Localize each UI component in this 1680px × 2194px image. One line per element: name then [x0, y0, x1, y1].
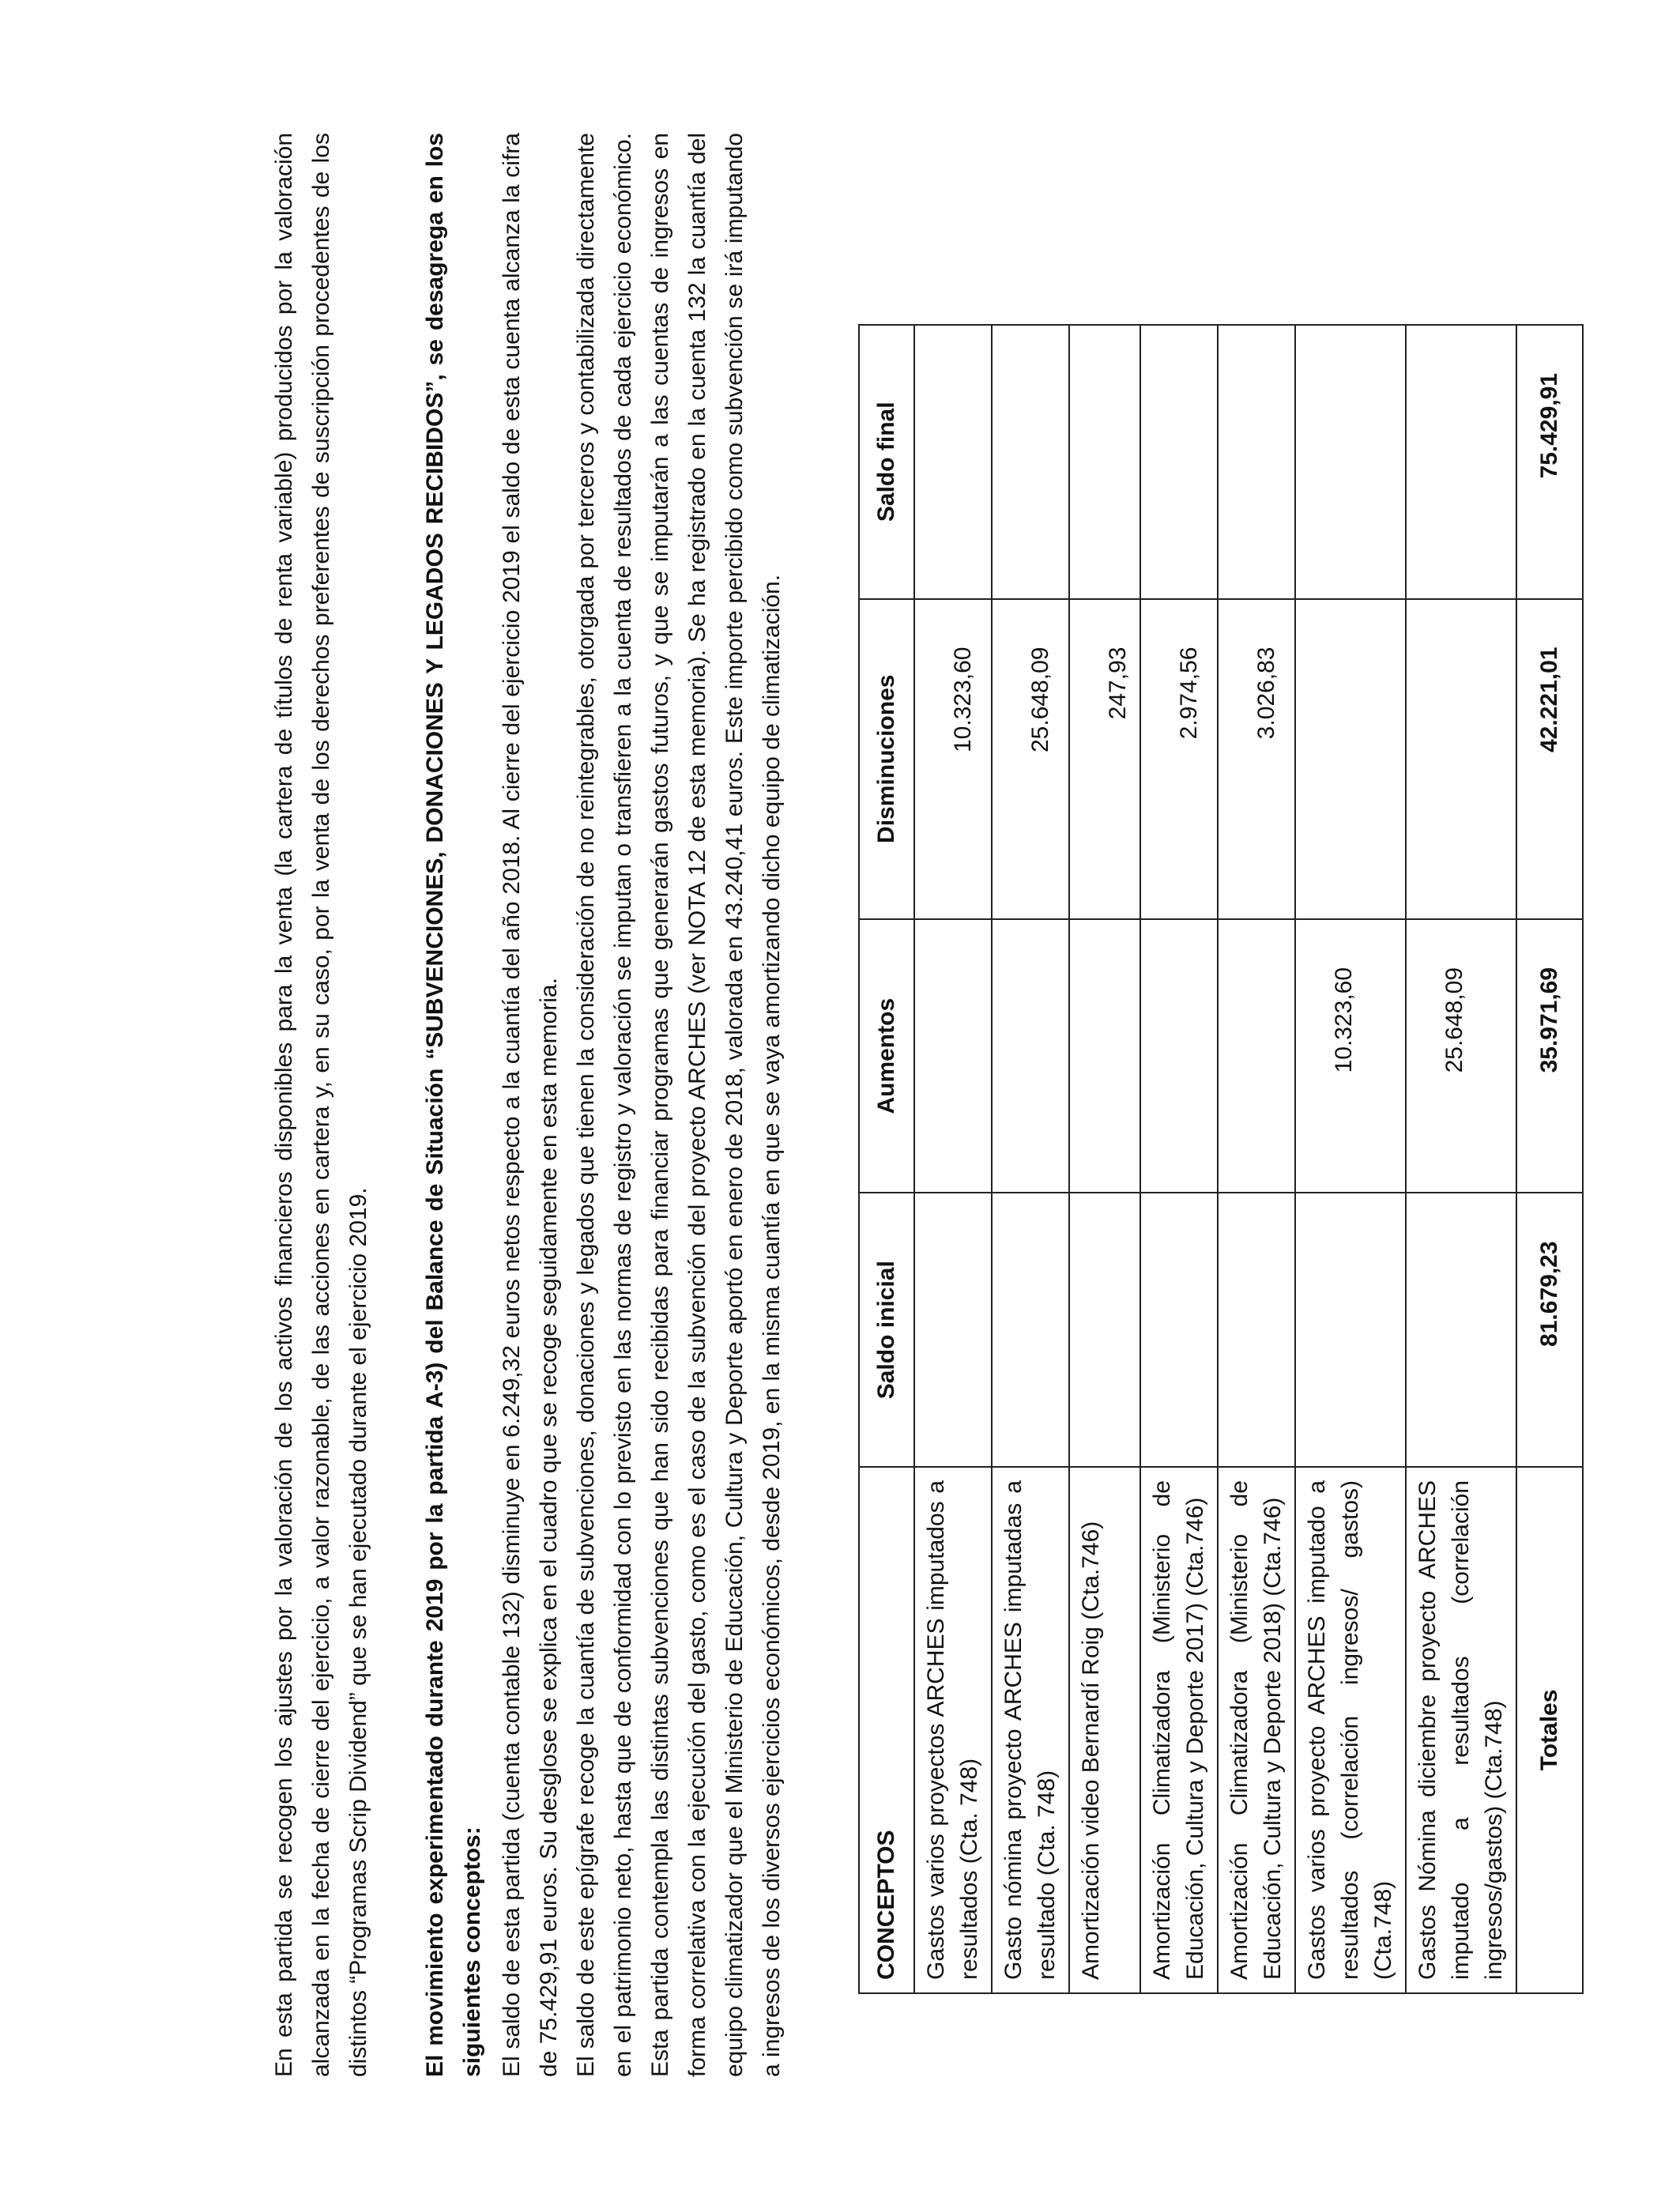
totals-row: [1516, 325, 1583, 1993]
cell-saldo-inicial: [1406, 1193, 1516, 1467]
rotated-document-page: [105, 38, 1575, 2156]
movement-table: [858, 324, 1584, 1994]
table-row: [1406, 325, 1516, 1993]
cell-disminuciones: 2.974,56: [1140, 599, 1218, 919]
cell-concepto: Gastos varios proyecto ARCHES imputado a resultados (correlación ingresos/ gastos) (Cta.748): [1295, 1467, 1406, 1993]
total-saldo-inicial: 81.679,23: [1516, 1193, 1583, 1467]
total-aumentos: 35.971,69: [1516, 919, 1583, 1193]
header-disminuciones: Disminuciones: [859, 599, 914, 919]
cell-saldo-inicial: [1069, 1193, 1140, 1467]
cell-concepto: Amortización Climatizadora (Ministerio de Educación, Cultura y Deporte 2018) (Cta.746): [1218, 1467, 1295, 1993]
table-row: [1295, 325, 1406, 1993]
cell-concepto: Amortización Climatizadora (Ministerio de Educación, Cultura y Deporte 2017) (Cta.746): [1140, 1467, 1218, 1993]
header-saldo-inicial: Saldo inicial: [859, 1193, 914, 1467]
cell-concepto: Amortización video Bernardí Roig (Cta.746): [1069, 1467, 1140, 1993]
header-saldo-final: Saldo final: [859, 325, 914, 599]
total-disminuciones: 42.221,01: [1516, 599, 1583, 919]
cell-aumentos: 10.323,60: [1295, 919, 1406, 1193]
cell-concepto: Gastos Nómina diciembre proyecto ARCHES imputado a resultados (correlación ingresos/gastos) (Cta.748): [1406, 1467, 1516, 1993]
cell-saldo-inicial: [914, 1193, 992, 1467]
cell-saldo-inicial: [1295, 1193, 1406, 1467]
cell-saldo-final: [1295, 325, 1406, 599]
cell-concepto: Gasto nómina proyecto ARCHES imputadas a resultado (Cta. 748): [992, 1467, 1069, 1993]
table-row: [1218, 325, 1295, 1993]
cell-disminuciones: 3.026,83: [1218, 599, 1295, 919]
cell-aumentos: 25.648,09: [1406, 919, 1516, 1193]
cell-disminuciones: [1295, 599, 1406, 919]
cell-saldo-inicial: [1140, 1193, 1218, 1467]
header-conceptos: CONCEPTOS: [859, 1467, 914, 1993]
cell-saldo-inicial: [1218, 1193, 1295, 1467]
cell-disminuciones: 10.323,60: [914, 599, 992, 919]
cell-saldo-final: [1140, 325, 1218, 599]
table-header-row: [859, 325, 914, 1993]
table-row: [1140, 325, 1218, 1993]
cell-saldo-inicial: [992, 1193, 1069, 1467]
cell-saldo-final: [1069, 325, 1140, 599]
cell-saldo-final: [1406, 325, 1516, 599]
cell-concepto: Gastos varios proyectos ARCHES imputados a resultados (Cta. 748): [914, 1467, 992, 1993]
total-saldo-final: 75.429,91: [1516, 325, 1583, 599]
cell-aumentos: [1218, 919, 1295, 1193]
cell-aumentos: [1069, 919, 1140, 1193]
table-row: [914, 325, 992, 1993]
table-row: [992, 325, 1069, 1993]
cell-saldo-final: [1218, 325, 1295, 599]
section-heading: El movimiento experimentado durante 2019 por la partida A-3) del Balance de Situación “SUBVENCIONES, DONACIONES Y LEGADOS RECIBIDOS”, se desagrega en los siguientes conceptos:: [422, 133, 485, 2077]
paragraph-saldo: El saldo de esta partida (cuenta contable 132) disminuye en 6.249,32 euros netos respecto a la cuantía del año 2018. Al cierre del ejercicio 2019 el saldo de esta cuenta alcanza la cifra de 75.429,91 euros. Su desglose se explica en el cuadro que se recoge seguidamente en esta memoria.: [499, 133, 562, 2077]
cell-aumentos: [992, 919, 1069, 1193]
intro-paragraph: En esta partida se recogen los ajustes por la valoración de los activos financieros disponibles para la venta (la cartera de títulos de renta variable) producidos por la valoración alcanzada en la fecha de cierre del ejercicio, a valor razonable, de las acciones en cartera y, en su caso, por la venta de los derechos preferentes de suscripción procedentes de los distintos “Programas Scrip Dividend” que se han ejecutado durante el ejercicio 2019.: [271, 133, 371, 2077]
header-aumentos: Aumentos: [859, 919, 914, 1193]
cell-saldo-final: [992, 325, 1069, 599]
cell-aumentos: [1140, 919, 1218, 1193]
cell-saldo-final: [914, 325, 992, 599]
cell-disminuciones: 25.648,09: [992, 599, 1069, 919]
cell-aumentos: [914, 919, 992, 1193]
table-row: [1069, 325, 1140, 1993]
cell-disminuciones: [1406, 599, 1516, 919]
paragraph-epigrafe: El saldo de este epígrafe recoge la cuantía de subvenciones, donaciones y legados que tienen la consideración de no reintegrables, otorgada por terceros y contabilizada directamente en el patrimonio neto, hasta que de conformidad con lo previsto en las normas de registro y valoración se imputan o transfieren a la cuenta de resultados de cada ejercicio económico. Esta partida contempla las distintas subvenciones que han sido recibidas para financiar programas que generarán gastos futuros, y que se imputarán a las cuentas de ingresos en forma correlativa con la ejecución del gasto, como es el caso de la subvención del proyecto ARCHES (ver NOTA 12 de esta memoria). Se ha registrado en la cuenta 132 la cuantía del equipo climatizador que el Ministerio de Educación, Cultura y Deporte aportó en enero de 2018, valorada en 43.240,41 euros. Este importe percibido como subvención se irá imputando a ingresos de los diversos ejercicios económicos, desde 2019, en la misma cuantía en que se vaya amortizando dicho equipo de climatización.: [573, 133, 785, 2077]
cell-disminuciones: 247,93: [1069, 599, 1140, 919]
totals-label: Totales: [1516, 1467, 1583, 1993]
